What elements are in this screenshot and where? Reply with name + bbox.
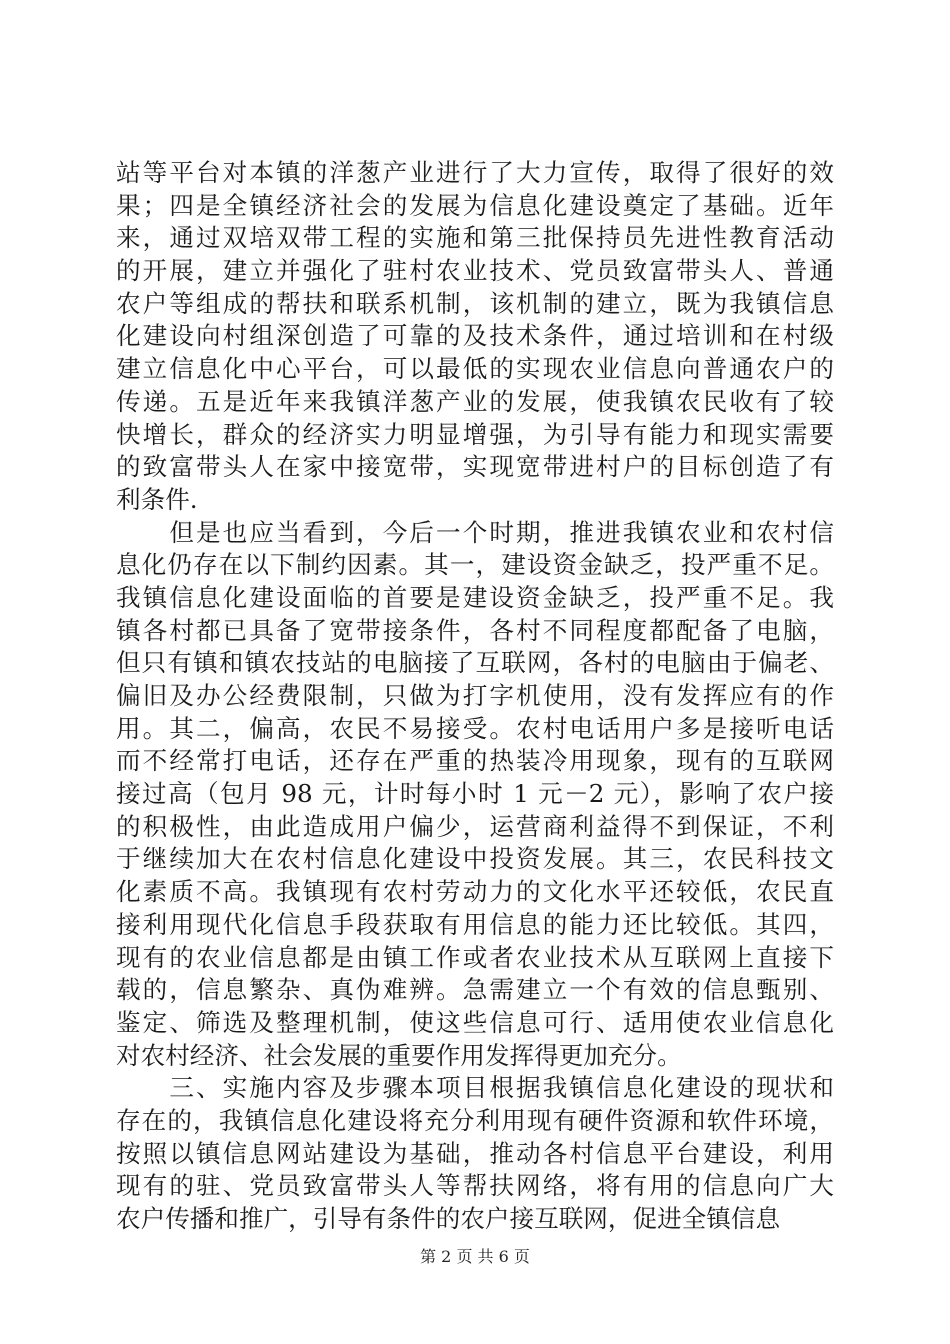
text-line: 传递。五是近年来我镇洋葱产业的发展，使我镇农民收有了较: [116, 386, 834, 416]
text-line: 鉴定、筛选及整理机制，使这些信息可行、适用使农业信息化: [116, 1007, 834, 1037]
text-line: 载的，信息繁杂、真伪难辨。急需建立一个有效的信息甄别、: [116, 975, 834, 1005]
text-line: 的积极性，由此造成用户偏少，运营商利益得不到保证，不利: [116, 811, 834, 841]
text-line: 的开展，建立并强化了驻村农业技术、党员致富带头人、普通: [116, 256, 834, 286]
text-line: 偏旧及办公经费限制，只做为打字机使用，没有发挥应有的作: [116, 681, 834, 710]
text-line: 三、实施内容及步骤本项目根据我镇信息化建设的现状和: [116, 1073, 834, 1103]
text-line: 用。其二，偏高，农民不易接受。农村电话用户多是接听电话: [116, 713, 834, 743]
text-line: 来，通过双培双带工程的实施和第三批保持员先进性教育活动: [116, 223, 834, 253]
text-line: 对农村经济、社会发展的重要作用发挥得更加充分。: [116, 1040, 682, 1070]
text-line: 于继续加大在农村信息化建设中投资发展。其三，农民科技文: [116, 844, 834, 874]
text-line: 接利用现代化信息手段获取有用信息的能力还比较低。其四，: [116, 909, 834, 939]
text-line: 息化仍存在以下制约因素。其一，建设资金缺乏，投严重不足。: [116, 550, 834, 580]
text-line: 农户等组成的帮扶和联系机制，该机制的建立，既为我镇信息: [116, 288, 834, 318]
text-line: 现有的农业信息都是由镇工作或者农业技术从互联网上直接下: [116, 942, 834, 972]
text-line: 化建设向村组深创造了可靠的及技术条件，通过培训和在村级: [116, 321, 834, 351]
text-line: 存在的，我镇信息化建设将充分利用现有硬件资源和软件环境，: [116, 1105, 834, 1135]
text-line: 但是也应当看到，今后一个时期，推进我镇农业和农村信: [116, 517, 834, 547]
text-line: 农户传播和推广，引导有条件的农户接互联网，促进全镇信息: [116, 1204, 781, 1233]
text-line: 的致富带头人在家中接宽带，实现宽带进村户的目标创造了有: [116, 452, 834, 482]
text-line: 快增长，群众的经济实力明显增强，为引导有能力和现实需要: [116, 419, 834, 449]
page-footer: 第 2 页 共 6 页: [420, 1247, 530, 1266]
text-line: 化素质不高。我镇现有农村劳动力的文化水平还较低，农民直: [116, 877, 834, 907]
text-line: 接过高（包月 98 元，计时每小时 1 元－2 元），影响了农户接: [116, 779, 834, 809]
text-line: 站等平台对本镇的洋葱产业进行了大力宣传，取得了很好的效: [116, 158, 834, 187]
text-line: 建立信息化中心平台，可以最低的实现农业信息向普通农户的: [116, 354, 834, 384]
text-line: 但只有镇和镇农技站的电脑接了互联网，各村的电脑由于偏老、: [116, 648, 834, 678]
body-text: [116, 157, 834, 1236]
text-line: 果；四是全镇经济社会的发展为信息化建设奠定了基础。近年: [116, 190, 834, 220]
text-line: 我镇信息化建设面临的首要是建设资金缺乏，投严重不足。我: [116, 582, 834, 612]
text-line: 利条件.: [116, 484, 198, 514]
text-line: 按照以镇信息网站建设为基础，推动各村信息平台建设，利用: [116, 1138, 834, 1168]
text-line: 而不经常打电话，还存在严重的热装冷用现象，现有的互联网: [116, 746, 834, 776]
text-line: 现有的驻、党员致富带头人等帮扶网络，将有用的信息向广大: [116, 1171, 834, 1201]
text-line: 镇各村都已具备了宽带接条件，各村不同程度都配备了电脑，: [116, 615, 834, 645]
